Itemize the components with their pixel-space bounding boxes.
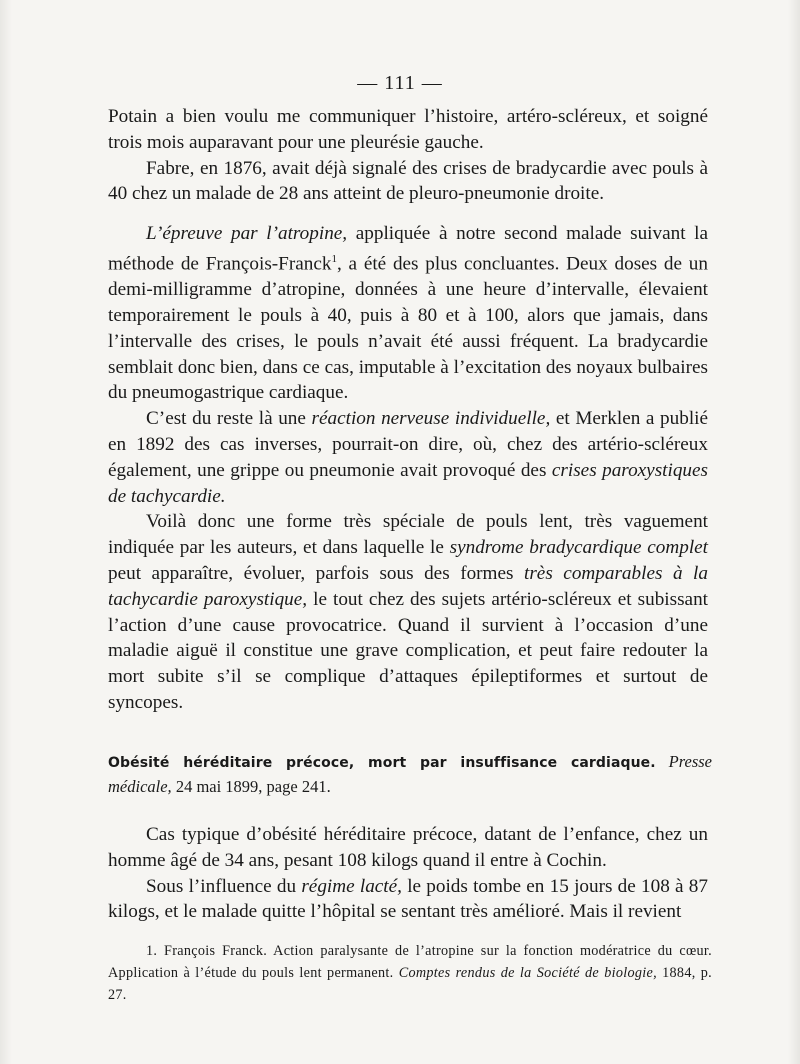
article-citation bbox=[108, 750, 712, 799]
footnote-marker: 1. bbox=[146, 943, 158, 959]
paragraph-regime-lacte bbox=[108, 874, 708, 926]
italic-tachycardie-paroxystique: très comparables à la tachycardie paroxystique, bbox=[108, 562, 708, 610]
italic-atropine-lead: L’épreuve par l’atropine, bbox=[146, 223, 348, 245]
citation-journal: Presse médicale, bbox=[108, 752, 712, 796]
footnote-text-b: 1884, p. 27. bbox=[108, 965, 713, 1003]
pouls-text-a: Voilà donc une forme très spéciale de pouls lent, très vaguement indiquée par les auteurs, et dans laquelle le bbox=[108, 511, 708, 559]
regime-text-b: le poids tombe en 15 jours de 108 à 87 kilogs, et le malade quitte l’hôpital se sentant très amélioré. Mais il revient bbox=[108, 875, 708, 923]
atropine-text-a: appliquée à notre second malade suivant la méthode de François-Franck bbox=[108, 223, 709, 275]
citation-date: 24 mai 1899, page 241. bbox=[171, 777, 331, 796]
paragraph-obesite: Cas typique d’obésité héréditaire précoce, datant de l’enfance, chez un homme âgé de 34 ans, pesant 108 kilogs quand il entre à Cochin. bbox=[108, 824, 708, 871]
pouls-text-c: le tout chez des sujets artério-scléreux et subissant l’action d’une cause provocatrice. Quand il survient à l’occasion d’une maladie aiguë il constitue une grave complication, et peut faire redouter la mort subite s’il se complique d’attaques épileptiformes et surtout de syncopes. bbox=[108, 588, 708, 713]
atropine-text-b: , a été des plus concluantes. Deux doses de un demi-milligramme d’atropine, données à une heure d’intervalle, élevaient temporairement le pouls à 40, puis à 80 et à 100, alors que jamais, dans l’intervalle des crises, le pouls n’avait été aussi fréquent. La bradycardie semblait donc bien, dans ce cas, imputable à l’excitation des noyaux bulbaires du pneumogastrique cardiaque. bbox=[108, 253, 708, 404]
paragraph-merklen bbox=[108, 406, 708, 509]
obesity-text-block bbox=[108, 822, 708, 925]
merklen-text-a: C’est du reste là une bbox=[146, 408, 312, 430]
italic-regime-lacte: régime lacté, bbox=[301, 875, 402, 897]
paragraph-pouls-lent bbox=[108, 509, 708, 715]
pouls-text-b: peut apparaître, évoluer, parfois sous des formes bbox=[108, 562, 524, 584]
main-text-block bbox=[108, 104, 708, 716]
italic-reaction-nerveuse: réaction nerveuse individuelle, bbox=[311, 408, 551, 430]
footnote bbox=[108, 940, 712, 1006]
page-number: — 111 — bbox=[357, 72, 443, 94]
footnote-italic-source: Comptes rendus de la Société de biologie, bbox=[398, 965, 657, 981]
merklen-text-b: et Merklen a publié en 1892 des cas inverses, pourrait-on dire, où, chez des artério-scléreux également, une grippe ou pneumonie avait provoqué des bbox=[108, 408, 709, 481]
paragraph-atropine-test bbox=[108, 221, 708, 406]
citation-title: Obésité héréditaire précoce, mort par insuffisance cardiaque. bbox=[108, 755, 656, 771]
italic-syndrome-bradycardique: syndrome bradycardique complet bbox=[449, 537, 708, 559]
footnote-text-a: François Franck. Action paralysante de l’atropine sur la fonction modératrice du cœur. Application à l’étude du pouls lent permanent. bbox=[108, 943, 712, 981]
italic-crises-tachycardie: crises paroxystiques de tachycardie. bbox=[108, 459, 708, 507]
paragraph-potain: Potain a bien voulu me communiquer l’histoire, artéro-scléreux, et soigné trois mois auparavant pour une pleurésie gauche. bbox=[108, 106, 708, 153]
regime-text-a: Sous l’influence du bbox=[146, 875, 302, 897]
footnote-reference[interactable]: 1 bbox=[331, 252, 337, 265]
paragraph-fabre: Fabre, en 1876, avait déjà signalé des crises de bradycardie avec pouls à 40 chez un malade de 28 ans atteint de pleuro-pneumonie droite. bbox=[108, 157, 708, 205]
